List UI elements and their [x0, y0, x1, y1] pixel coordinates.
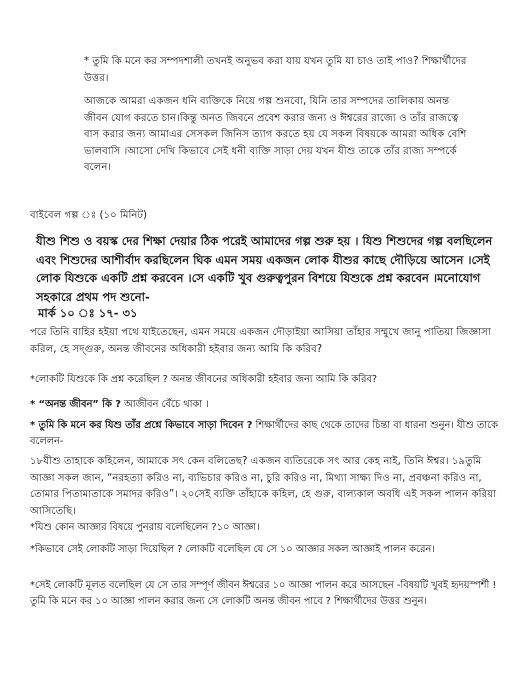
scripture-verses-18-20: ১৮যীশু তাহাকে কহিলেন, আমাকে সৎ কেন বলিতেছ? একজন ব্যতিরেকে সৎ আর কেহ নাই, তিনি ঈশ্বর। ১৯তুমি আজ্ঞা সকল জান, “নরহত্যা করিও না, ব্যভিচার করিও না, চুরি করিও না, মিথ্যা সাক্ষ্য দিও না, প্রবঞ্চনা করিও না, তোমার পিতামাতাকে সমাদর করিও”। ২০সেই ব্যক্তি তাঁহাকে কহিল, হে গুরু, বাল্যকাল অবধি এই সকল পালন করিয়া আসিতেছি। [30, 456, 497, 517]
question-jesus-response-label: * তুমি কি মনে কর যিশু তাঁর প্রশ্নে কিভাবে সাড়া দিবেন ? [30, 420, 253, 431]
question-jesus-response-note: শিক্ষার্থীদের কাছ থেকে তাদের চিন্তা বা ধারনা শুনুন। যীশু তাকে বলেলন- [30, 420, 498, 447]
story-context-paragraph: যীশু শিশু ও বয়স্ক দের শিক্ষা দেয়ার ঠিক পরেই আমাদের গল্প শুরু হয় । যিশু শিশুদের গল্প বলছিলেন এবং শিশুদের আশীর্বাদ করছিলেন ঘিক এমন সময় একজন লোক যীশুর কাছে দৌড়িয়ে আসেন ।সেই লোক যিশুকে একটি প্রশ্ন করবেন ।সে একটি খুব গুরুত্বপুরন বিশয়ে যিশুকে প্রশ্ন করবেন ।মনোযোগ সহকারে প্রথম পদ শুনো- [36, 234, 493, 304]
question-eternal-life-reflection: *সেই লোকটি মূলত বলেছিল যে সে তার সম্পূর্ণ জীবন ঈশ্বরের ১০ আজ্ঞা পালন করে আসছেন -বিষয়টি খুবই হৃদয়স্পর্শী ! তুমি কি মনে কর ১০ আজ্ঞা পালন করার জন্য সে লোকটি অনন্ত জীবন পাবে ? শিক্ষার্থীদের উত্তর শুনুন। [30, 580, 497, 607]
question-man-response: *কিভাবে সেই লোকটি সাড়া দিয়েছিল ? লোকটি বলেছিল যে সে ১০ আজ্ঞার সকল আজ্ঞাই পালন করেন। [30, 544, 435, 555]
question-eternal-life-answer: আজীবন বেঁচে থাকা । [120, 399, 209, 410]
scripture-verse-17: পরে তিনি বাহির হইয়া পথে যাইতেছেন, এমন সময়ে একজন দৌড়াইয়া আসিয়া তাঁহার সম্মুখে জানু পাতিয়া জিজ্ঞাসা করিল, হে সদ্গুরু, অনন্ত জীবনের অধিকারী হইবার জন্য আমি কি করিব? [30, 327, 491, 355]
question-what-asked: *লোকটি যিশুকে কি প্রশ্ন করেছিল ? অনন্ত জীবনের অধিকারী হইবার জন্য আমি কি করিব? [30, 374, 378, 385]
question-eternal-life-label: * “অনন্ত জীবন” কি ? [30, 399, 121, 410]
question-wealth: * তুমি কি মনে কর সম্পদশালী তখনই অনুভব করা যায় যখন তুমি যা চাও তাই পাও? শিক্ষার্থীদের উত্তর। [84, 56, 467, 84]
question-eternal-life [30, 397, 510, 413]
bible-story-heading: বাইবেল গল্প ঃ (১০ মিনিট) [30, 210, 148, 221]
scripture-reference: মার্ক ১০ ঃ ১৭- ৩১ [38, 306, 138, 320]
question-jesus-response [30, 418, 510, 450]
story-introduction: আজকে আমরা একজন ধনি ব্যক্তিকে নিয়ে গল্প শুনবো, যিনি তার সম্পদের তালিকায় অনন্ত জীবন যোগ করতে চান।কিন্তু অনত জিবনে প্রবেশ করার জন্য ও ঈশ্বরের রাজ্যে ও তাঁর রাজত্বে বাস করার জন্য আমাএর সেসকল জিনিস ত্যাগ করতে হয় যে সকল বিষয়কে আমরা অধিক বেশি ভালবাসি ।আসো দেখি কিভাবে সেই ধনী ব্যক্তি সাড়া দেয় যখন যীশু তাকে তাঁর রাজ্য সম্পর্কে বলেন। [84, 96, 467, 173]
question-commandments: *যিশু কোন আজ্ঞার বিষয়ে পুনরায় বলেছিলেন ?১০ আজ্ঞা। [30, 522, 260, 533]
